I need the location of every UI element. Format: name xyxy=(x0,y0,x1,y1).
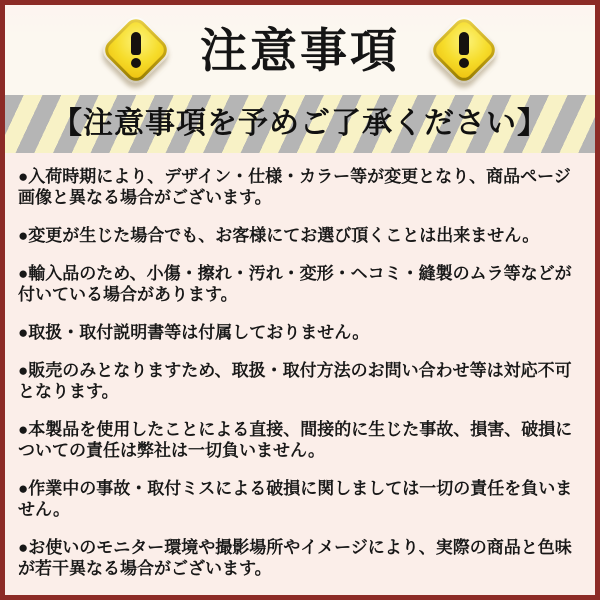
warning-icon xyxy=(96,10,176,90)
warning-icon-frame xyxy=(98,12,174,88)
exclamation-dot xyxy=(459,58,469,68)
warning-icon-face xyxy=(433,19,495,81)
warning-icon-ring xyxy=(429,15,500,86)
warning-icon-frame xyxy=(426,12,502,88)
notes-list xyxy=(5,153,595,596)
note-item: ●変更が生じた場合でも、お客様にてお選び頂くことは出来ません。 xyxy=(18,226,540,245)
warning-icon-ring xyxy=(101,15,172,86)
exclamation-bar xyxy=(459,32,469,55)
note-item: ●取扱・取付説明書等は付属しておりません。 xyxy=(18,323,370,342)
note-item: ●輸入品のため、小傷・擦れ・汚れ・変形・ヘコミ・縫製のムラ等などが付いている場合があります。 xyxy=(18,264,572,304)
warning-icon-face xyxy=(105,19,167,81)
note-item: ●入荷時期により、デザイン・仕様・カラー等が変更となり、商品ページ画像と異なる場合がございます。 xyxy=(18,167,571,207)
banner-text: 【注意事項を予めご了承ください】 xyxy=(52,107,548,140)
exclamation-dot xyxy=(131,58,141,68)
exclamation-icon xyxy=(131,32,141,68)
note-item: ●販売のみとなりますため、取扱・取付方法のお問い合わせ等は対応不可となります。 xyxy=(18,361,572,401)
note-item: ●本製品を使用したことによる直接、間接的に生じた事故、損害、破損についての責任は弊社は一切負いません。 xyxy=(18,420,573,460)
note-item: ●お使いのモニター環境や撮影場所やイメージにより、実際の商品と色味が若干異なる場合がございます。 xyxy=(18,538,572,578)
warning-icon xyxy=(424,10,504,90)
note-item: ●作業中の事故・取付ミスによる破損に関しましては一切の責任を負いません。 xyxy=(18,479,573,519)
page-title: 注意事項 xyxy=(200,23,400,77)
exclamation-bar xyxy=(131,32,141,55)
header xyxy=(5,5,595,95)
hazard-stripe-banner xyxy=(5,95,595,153)
exclamation-icon xyxy=(459,32,469,68)
